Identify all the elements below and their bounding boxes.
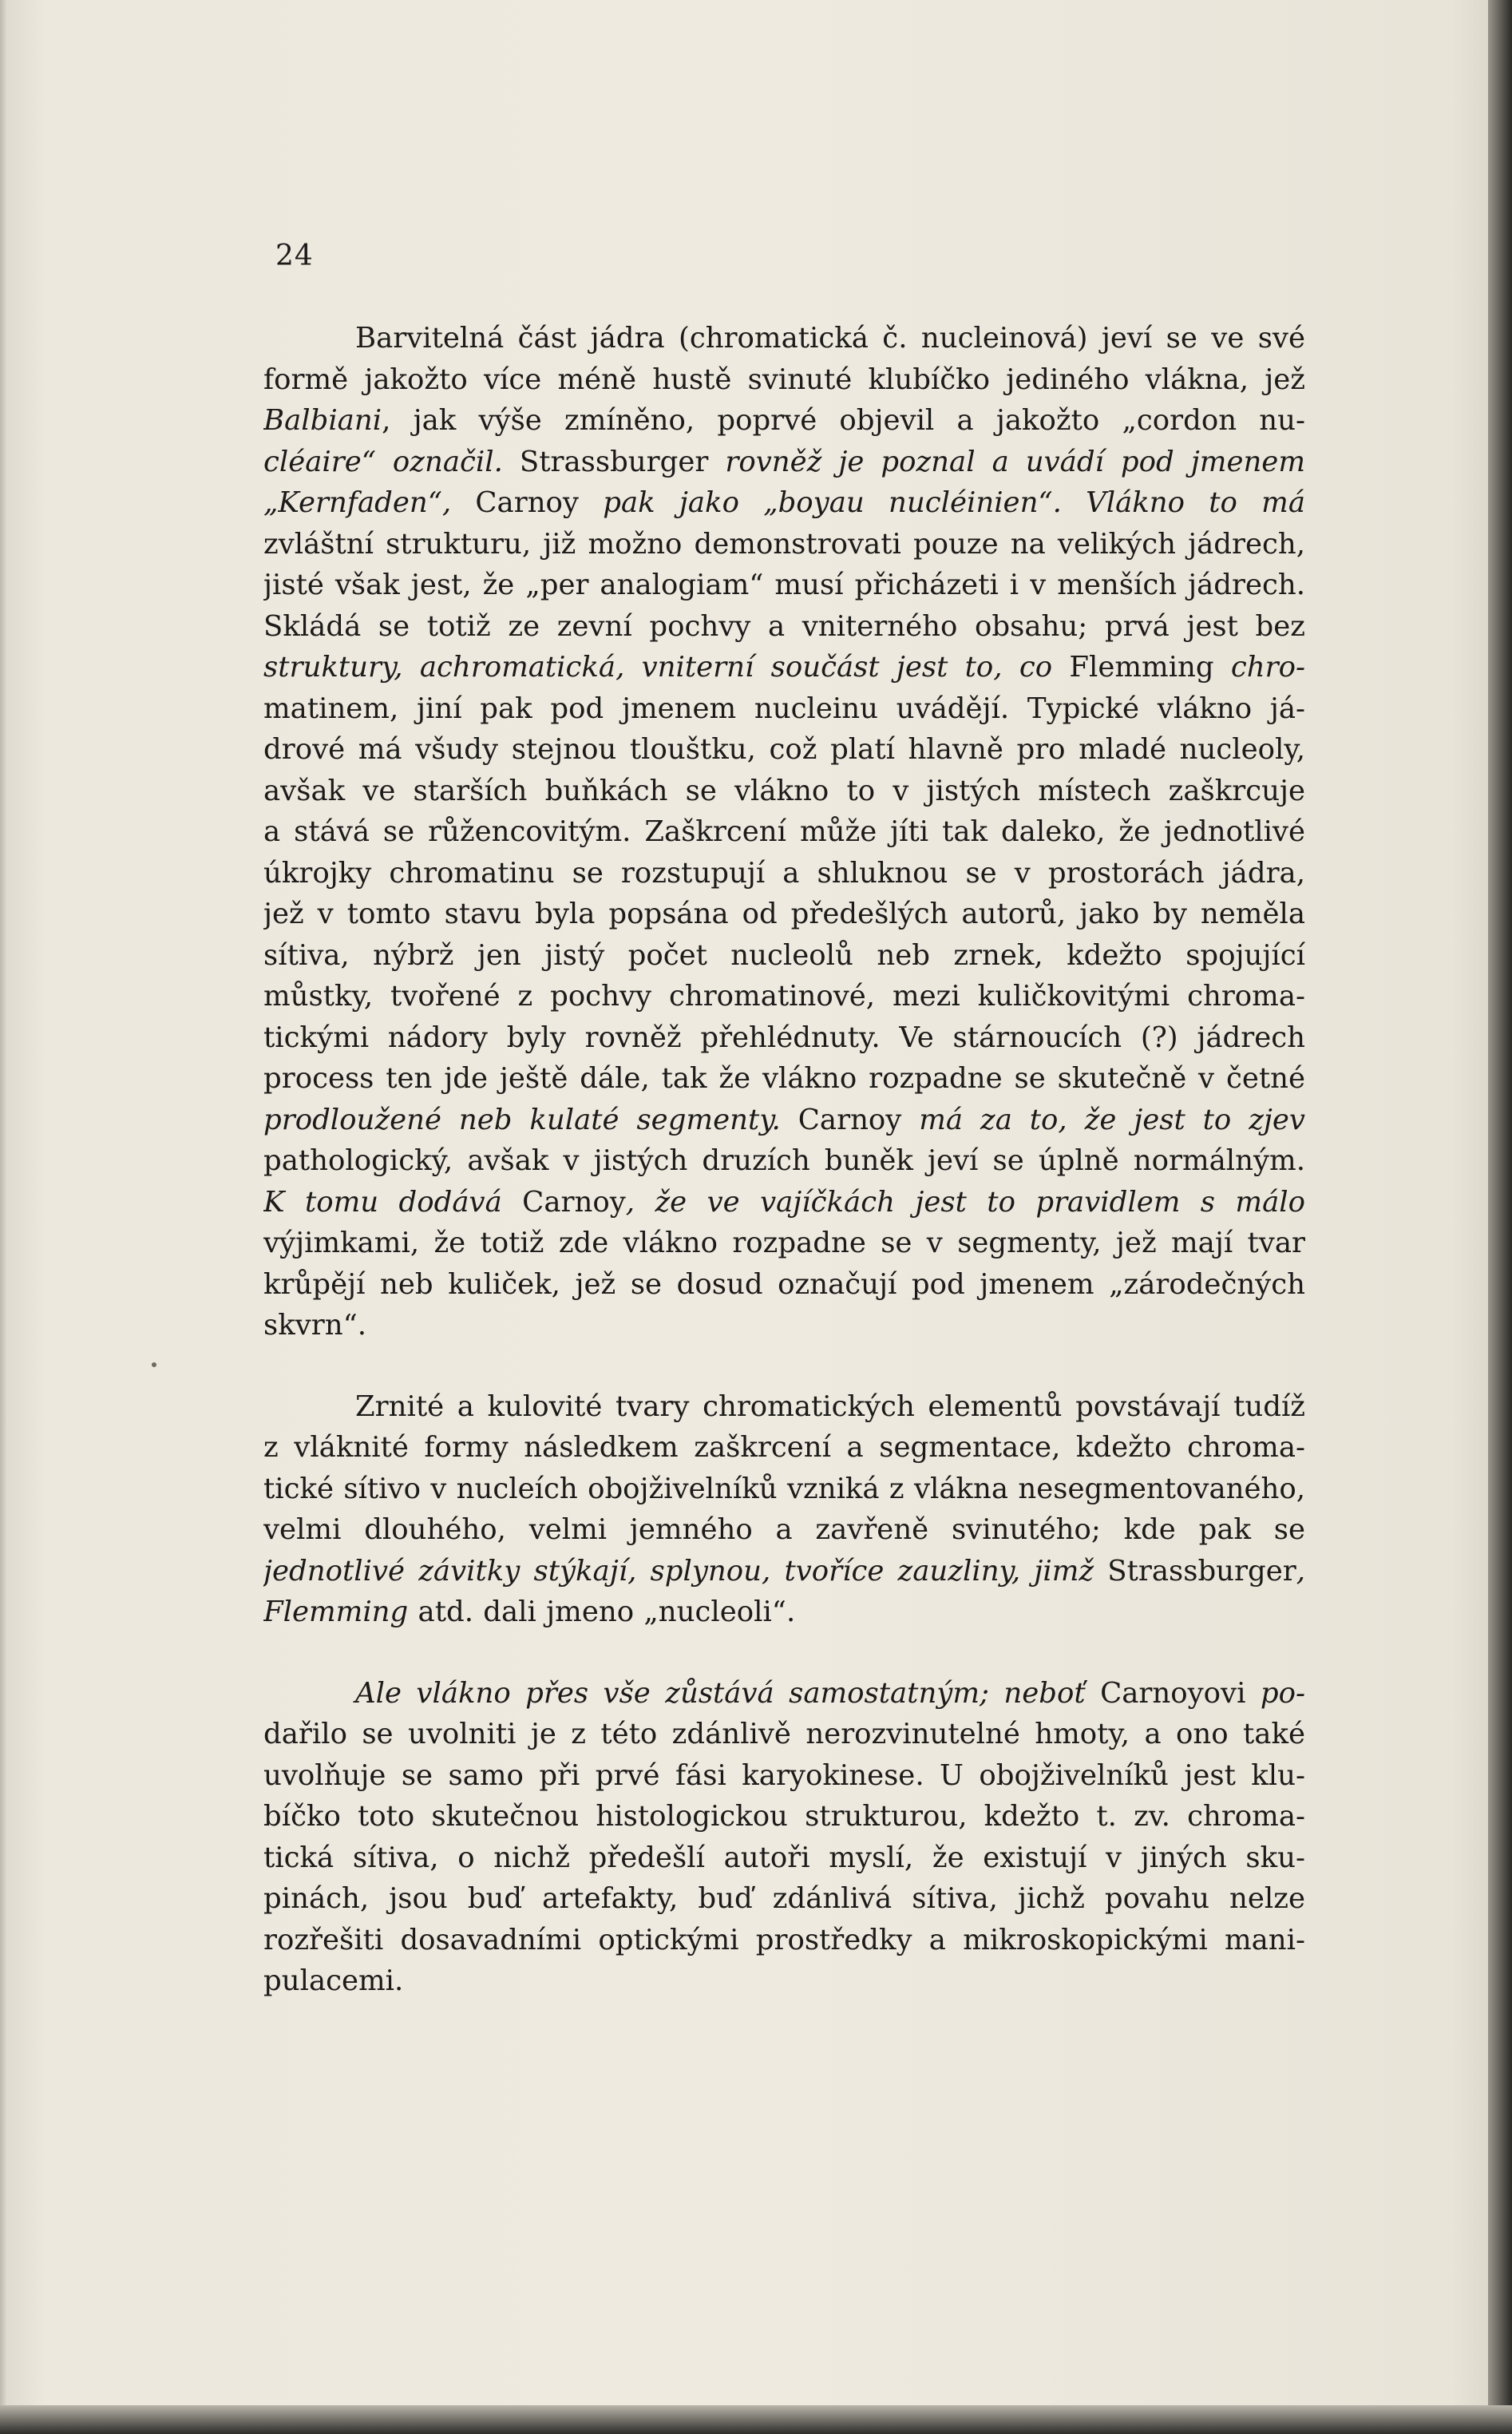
italic-name: rovněž je poznal a uvádí pod jmenem bbox=[708, 445, 1305, 478]
italic-name: cléaire“ označil. bbox=[263, 445, 520, 478]
page-bottom-edge-shadow bbox=[0, 2405, 1512, 2434]
text-segment: Carnoy bbox=[798, 1103, 902, 1136]
text-line: výjimkami, že totiž zde vlákno rozpadne se v segmenty, jež mají tvar bbox=[263, 1227, 1305, 1259]
text-line bbox=[263, 1592, 1305, 1633]
text-line: process ten jde ještě dále, tak že vlákno rozpadne se skutečně v četné bbox=[263, 1062, 1305, 1095]
text-line: rozřešiti dosavadními optickými prostředky a mikroskopickými mani- bbox=[263, 1923, 1305, 1956]
text-line: avšak ve starších buňkách se vlákno to v jistých místech zaškrcuje bbox=[263, 774, 1305, 807]
text-line bbox=[263, 1673, 1305, 1715]
text-line bbox=[263, 400, 1305, 442]
italic-name: jednotlivé závitky stýkají, splynou, tvoříce zauzliny, jimž bbox=[263, 1554, 1108, 1588]
italic-name: Balbiani bbox=[263, 404, 382, 437]
text-line bbox=[263, 1551, 1305, 1592]
body-text bbox=[263, 318, 1305, 2042]
text-line: zvláštní strukturu, již možno demonstrovati pouze na velikých jádrech, bbox=[263, 527, 1305, 561]
text-segment: atd. dali jmeno „nucleoli“. bbox=[408, 1596, 796, 1628]
italic-name: , že ve vajíčkách jest to pravidlem s málo bbox=[625, 1185, 1305, 1219]
paragraph bbox=[263, 1386, 1305, 1633]
text-segment: Strassburger bbox=[519, 445, 709, 478]
italic-name: po- bbox=[1245, 1676, 1305, 1710]
text-line: dařilo se uvolniti je z této zdánlivě nerozvinutelné hmoty, a ono také bbox=[263, 1718, 1305, 1750]
text-line: uvolňuje se samo při prvé fási karyokinese. U obojživelníků jest klu- bbox=[263, 1758, 1305, 1792]
text-line: můstky, tvořené z pochvy chromatinové, mezi kuličkovitými chroma- bbox=[263, 980, 1305, 1013]
italic-name: prodloužené neb kulaté segmenty. bbox=[263, 1103, 798, 1136]
text-line: formě jakožto více méně hustě svinuté klubíčko jediného vlákna, jež bbox=[263, 363, 1305, 396]
page-number: 24 bbox=[275, 240, 314, 272]
text-line: tické sítivo v nucleích obojživelníků vzniká z vlákna nesegmentovaného, bbox=[263, 1472, 1305, 1505]
page-left-edge bbox=[0, 0, 8, 2434]
text-line: tická sítiva, o nichž předešlí autoři myslí, že existují v jiných sku- bbox=[263, 1841, 1305, 1874]
text-segment: Carnoyovi bbox=[1100, 1676, 1246, 1710]
italic-name: , bbox=[1296, 1554, 1305, 1588]
text-line: jisté však jest, že „per analogiam“ musí přicházeti i v menších jádrech. bbox=[263, 569, 1305, 601]
text-line: Zrnité a kulovité tvary chromatických elementů povstávají tudíž bbox=[355, 1389, 1305, 1423]
text-line: skvrn“. bbox=[263, 1309, 367, 1342]
text-line bbox=[263, 442, 1305, 483]
text-segment: Flemming bbox=[1069, 651, 1214, 684]
text-segment: Carnoy bbox=[475, 486, 579, 519]
text-line: drové má všudy stejnou tlouštku, což platí hlavně pro mladé nucleoly, bbox=[263, 733, 1305, 766]
text-line: tickými nádory byly rovněž přehlédnuty. Ve stárnoucích (?) jádrech bbox=[263, 1021, 1305, 1054]
italic-name: „Kernfaden“, bbox=[263, 486, 476, 519]
text-segment: Carnoy bbox=[522, 1185, 626, 1219]
paragraph bbox=[263, 318, 1305, 1346]
text-segment: , jak výše zmíněno, poprvé objevil a jakožto „cordon nu- bbox=[382, 404, 1305, 437]
text-line bbox=[263, 482, 1305, 524]
text-line: Skládá se totiž ze zevní pochvy a vniterného obsahu; prvá jest bez bbox=[263, 609, 1305, 643]
italic-name: Ale vlákno přes vše zůstává samostatným; neboť bbox=[355, 1676, 1101, 1710]
text-line: jež v tomto stavu byla popsána od předešlých autorů, jako by neměla bbox=[263, 898, 1305, 930]
italic-name: chro- bbox=[1213, 651, 1305, 684]
text-line: velmi dlouhého, velmi jemného a zavřeně svinutého; kde pak se bbox=[263, 1513, 1305, 1546]
text-line: z vláknité formy následkem zaškrcení a segmentace, kdežto chroma- bbox=[263, 1431, 1305, 1464]
text-line bbox=[263, 1100, 1305, 1141]
italic-name: K tomu dodává bbox=[263, 1185, 523, 1219]
italic-name: pak jako „boyau nucléinien“. Vlákno to má bbox=[578, 486, 1305, 519]
paragraph bbox=[263, 1673, 1305, 2002]
italic-name: má za to, že jest to zjev bbox=[901, 1103, 1305, 1136]
text-line: sítiva, nýbrž jen jistý počet nucleolů neb zrnek, kdežto spojující bbox=[263, 938, 1305, 972]
italic-name: Flemming bbox=[263, 1596, 409, 1628]
text-line: pulacemi. bbox=[263, 1964, 404, 1997]
text-line bbox=[263, 1182, 1305, 1223]
page-right-edge-shadow bbox=[1488, 0, 1512, 2434]
paper-speck bbox=[152, 1362, 156, 1367]
text-line: a stává se růžencovitým. Zaškrcení může jíti tak daleko, že jednotlivé bbox=[263, 815, 1305, 848]
text-line: úkrojky chromatinu se rozstupují a shluknou se v prostorách jádra, bbox=[263, 856, 1305, 890]
text-line: krůpějí neb kuliček, jež se dosud označují pod jmenem „zárodečných bbox=[263, 1267, 1305, 1301]
text-line bbox=[263, 647, 1305, 688]
text-line: matinem, jiní pak pod jmenem nucleinu uvádějí. Typické vlákno já- bbox=[263, 692, 1305, 725]
text-line: pinách, jsou buď artefakty, buď zdánlivá sítiva, jichž povahu nelze bbox=[263, 1882, 1305, 1915]
italic-name: struktury, achromatická, vniterní součást jest to, co bbox=[263, 651, 1070, 684]
text-line: pathologický, avšak v jistých druzích buněk jeví se úplně normálným. bbox=[263, 1144, 1305, 1177]
text-line: bíčko toto skutečnou histologickou strukturou, kdežto t. zv. chroma- bbox=[263, 1800, 1305, 1833]
text-segment: Strassburger bbox=[1107, 1554, 1296, 1588]
text-line: Barvitelná část jádra (chromatická č. nucleinová) jeví se ve své bbox=[355, 322, 1305, 355]
